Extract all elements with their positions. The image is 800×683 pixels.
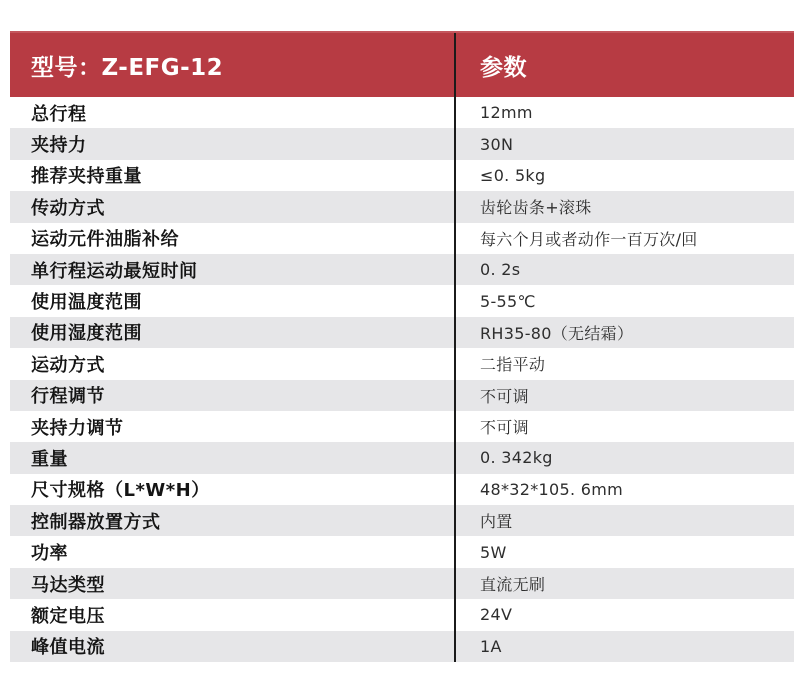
table-row (10, 599, 794, 630)
spec-rows (10, 97, 794, 662)
table-row (10, 97, 794, 128)
model-header-cell: 型号：Z-EFG-12 (31, 54, 224, 81)
spec-value: 0. 2s (454, 254, 794, 285)
spec-table (10, 31, 794, 662)
spec-value: 1A (454, 631, 794, 662)
table-row (10, 505, 794, 536)
spec-value: 不可调 (454, 380, 794, 411)
spec-label: 峰值电流 (31, 637, 105, 659)
spec-value: 24V (454, 599, 794, 630)
spec-label: 行程调节 (31, 386, 105, 408)
spec-value: ≤0. 5kg (454, 160, 794, 191)
spec-value: 0. 342kg (454, 442, 794, 473)
table-row (10, 128, 794, 159)
table-row (10, 411, 794, 442)
spec-value: 每六个月或者动作一百万次/回 (454, 223, 794, 254)
spec-label: 运动方式 (31, 354, 105, 376)
table-row (10, 317, 794, 348)
spec-label: 尺寸规格（L*W*H） (31, 480, 210, 502)
spec-value: 12mm (454, 97, 794, 128)
table-row (10, 536, 794, 567)
spec-label: 传动方式 (31, 197, 105, 219)
table-row (10, 191, 794, 222)
spec-label: 重量 (31, 448, 68, 470)
spec-label: 使用湿度范围 (31, 323, 142, 345)
spec-table-header (10, 31, 794, 97)
spec-label: 单行程运动最短时间 (31, 260, 198, 282)
table-row (10, 442, 794, 473)
spec-value: 5W (454, 536, 794, 567)
spec-label: 使用温度范围 (31, 292, 142, 314)
spec-label: 马达类型 (31, 574, 105, 596)
spec-value: 5-55℃ (454, 285, 794, 316)
param-header-cell: 参数 (454, 33, 794, 97)
spec-label: 控制器放置方式 (31, 511, 161, 533)
spec-label: 推荐夹持重量 (31, 166, 142, 188)
table-row (10, 254, 794, 285)
spec-value: 不可调 (454, 411, 794, 442)
spec-value: 直流无刷 (454, 568, 794, 599)
spec-label: 运动元件油脂补给 (31, 229, 179, 251)
spec-value: 二指平动 (454, 348, 794, 379)
spec-value: 齿轮齿条+滚珠 (454, 191, 794, 222)
table-row (10, 223, 794, 254)
spec-label: 夹持力调节 (31, 417, 124, 439)
table-row (10, 380, 794, 411)
spec-label: 功率 (31, 543, 68, 565)
table-row (10, 285, 794, 316)
table-row (10, 631, 794, 662)
spec-value: RH35-80（无结霜） (454, 317, 794, 348)
spec-label: 总行程 (31, 103, 87, 125)
table-row (10, 160, 794, 191)
spec-label: 额定电压 (31, 605, 105, 627)
spec-label: 夹持力 (31, 135, 87, 157)
table-row (10, 474, 794, 505)
spec-value: 48*32*105. 6mm (454, 474, 794, 505)
table-row (10, 348, 794, 379)
table-row (10, 568, 794, 599)
spec-value: 内置 (454, 505, 794, 536)
spec-value: 30N (454, 128, 794, 159)
